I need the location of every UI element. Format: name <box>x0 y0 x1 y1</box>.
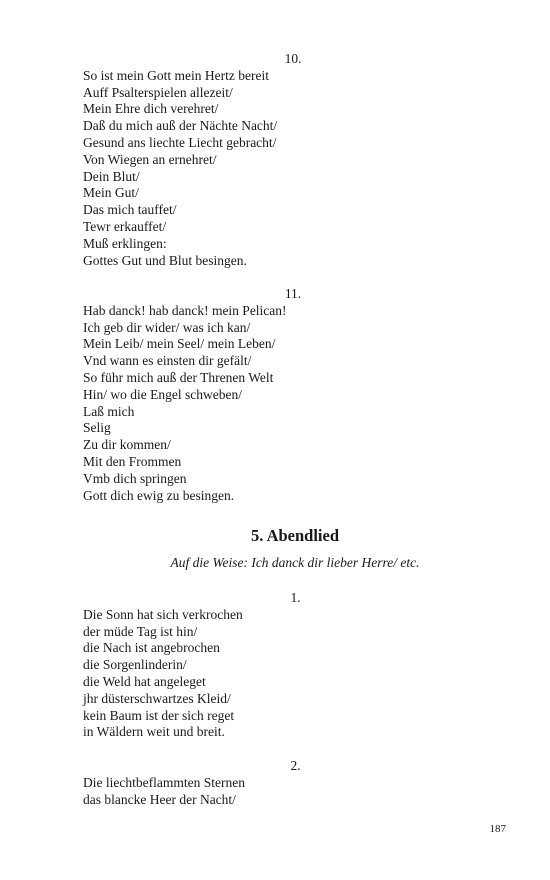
verse-line: Mein Ehre dich verehret/ <box>83 101 219 117</box>
verse-line: Gesund ans liechte Liecht gebracht/ <box>83 134 277 150</box>
verse-line: Die liechtbeflammten Sternen <box>83 774 245 790</box>
verse-line: das blancke Heer der Nacht/ <box>83 791 236 807</box>
verse-line: So führ mich auß der Threnen Welt <box>83 369 274 385</box>
verse-line: Laß mich <box>83 403 135 419</box>
verse-line: die Sorgenlinderin/ <box>83 657 187 673</box>
verse-line: Gott dich ewig zu besingen. <box>83 487 235 503</box>
verse-line: Selig <box>83 420 111 436</box>
verse-line: Hab danck! hab danck! mein Pelican! <box>83 302 287 318</box>
verse-line: Hin/ wo die Engel schweben/ <box>83 386 242 402</box>
verse-line: Das mich tauffet/ <box>83 202 177 218</box>
stanza-1 <box>83 590 383 741</box>
verse-line: der müde Tag ist hin/ <box>83 623 198 639</box>
verse-line: Tewr erkauffet/ <box>83 218 167 234</box>
verse-line: Vmb dich springen <box>83 470 187 486</box>
verse-line: Mein Leib/ mein Seel/ mein Leben/ <box>83 336 276 352</box>
verse-line: jhr düsterschwartzes Kleid/ <box>83 690 231 706</box>
stanza-number: 11. <box>284 286 302 301</box>
verse-line: in Wäldern weit und breit. <box>83 724 225 740</box>
verse-line: Mit den Frommen <box>83 453 182 469</box>
verse-line: Von Wiegen an ernehret/ <box>83 151 217 167</box>
stanza-number: 1. <box>290 590 301 605</box>
verse-line: die Nach ist angebrochen <box>83 640 220 656</box>
verse-line: Auff Psalterspielen allezeit/ <box>83 84 233 100</box>
verse-line: Mein Gut/ <box>83 185 139 201</box>
song-subtitle: Auf die Weise: Ich danck dir lieber Herre/ etc. <box>170 555 420 570</box>
verse-line: die Weld hat angeleget <box>83 673 206 689</box>
verse-line: Ich geb dir wider/ was ich kan/ <box>83 319 251 335</box>
verse-line: Vnd wann es einsten dir gefält/ <box>83 353 252 369</box>
verse-line: Dein Blut/ <box>83 168 140 184</box>
stanza-2 <box>83 758 383 808</box>
verse-line: Zu dir kommen/ <box>83 437 171 453</box>
verse-line: kein Baum ist der sich reget <box>83 707 235 723</box>
stanza-10 <box>83 51 383 269</box>
verse-line: Muß erklingen: <box>83 235 167 251</box>
verse-line: Gottes Gut und Blut besingen. <box>83 252 247 268</box>
stanza-number: 2. <box>290 758 301 773</box>
song-title: 5. Abendlied <box>250 526 340 545</box>
page-number: 187 <box>489 823 506 835</box>
verse-line: Die Sonn hat sich verkrochen <box>83 606 243 622</box>
verse-line: So ist mein Gott mein Hertz bereit <box>83 67 269 83</box>
verse-line: Daß du mich auß der Nächte Nacht/ <box>83 118 278 134</box>
stanza-number: 10. <box>284 51 302 66</box>
stanza-11 <box>83 286 383 504</box>
